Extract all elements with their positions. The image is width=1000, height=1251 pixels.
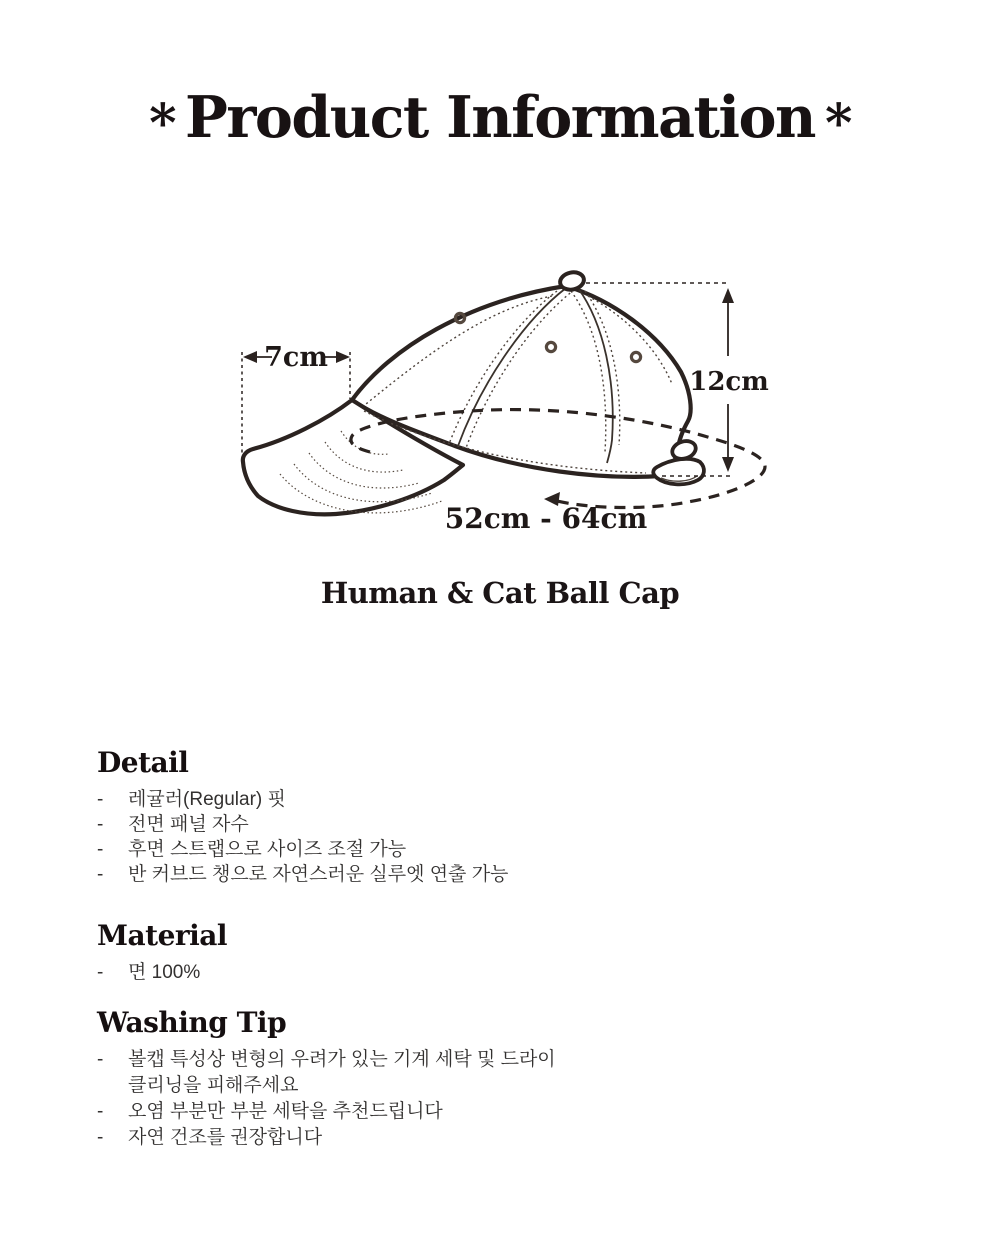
item-text (128, 1047, 556, 1099)
section-material (97, 921, 227, 985)
item-line: 볼캡 특성상 변형의 우려가 있는 기계 세탁 및 드라이 (128, 1049, 556, 1070)
list-item (97, 862, 508, 887)
item-text: 반 커브드 챙으로 자연스러운 실루엣 연출 가능 (128, 864, 509, 885)
item-dash: - (97, 1127, 104, 1148)
section-washing (97, 1008, 556, 1151)
list-item (97, 837, 508, 862)
detail-list (97, 787, 508, 887)
item-dash: - (97, 1049, 104, 1070)
cap-top-button (558, 270, 585, 292)
item-text: 면 100% (128, 962, 201, 983)
label-brim-width: 7cm (264, 342, 328, 373)
item-line: 클리닝을 피해주세요 (128, 1075, 299, 1096)
label-circumference: 52cm - 64cm (444, 502, 648, 535)
list-item (97, 1125, 556, 1151)
list-item (97, 1099, 556, 1125)
title-text: Product Information (185, 84, 815, 151)
item-text: 레귤러(Regular) 핏 (128, 789, 286, 810)
list-item (97, 812, 508, 837)
list-item (97, 787, 508, 812)
arrow-left-icon (243, 351, 257, 363)
list-item (97, 1047, 556, 1099)
list-item (97, 960, 227, 985)
item-dash: - (97, 864, 104, 885)
item-text (128, 1125, 322, 1151)
arrow-down-icon (722, 457, 734, 472)
washing-list (97, 1047, 556, 1151)
material-heading: Material (97, 919, 228, 952)
arrow-up-icon (722, 288, 734, 303)
title-asterisk-left: * (149, 93, 176, 154)
item-line: 자연 건조를 권장합니다 (128, 1127, 323, 1148)
material-list (97, 960, 227, 985)
item-dash: - (97, 839, 104, 860)
item-text: 전면 패널 자수 (128, 814, 249, 835)
product-name-caption: Human & Cat Ball Cap (320, 576, 680, 610)
detail-heading: Detail (97, 746, 189, 779)
cap-diagram (210, 250, 790, 560)
title-asterisk-right: * (824, 93, 851, 154)
item-line: 오염 부분만 부분 세탁을 추천드립니다 (128, 1101, 443, 1122)
arrow-right-icon (336, 351, 350, 363)
item-text (128, 1099, 443, 1125)
item-dash: - (97, 1101, 104, 1122)
item-dash: - (97, 962, 104, 983)
section-detail (97, 748, 508, 887)
washing-heading: Washing Tip (97, 1006, 287, 1039)
label-height: 12cm (689, 367, 769, 397)
item-dash: - (97, 789, 104, 810)
item-dash: - (97, 814, 104, 835)
item-text: 후면 스트랩으로 사이즈 조절 가능 (128, 839, 407, 860)
page-title (0, 84, 1000, 154)
